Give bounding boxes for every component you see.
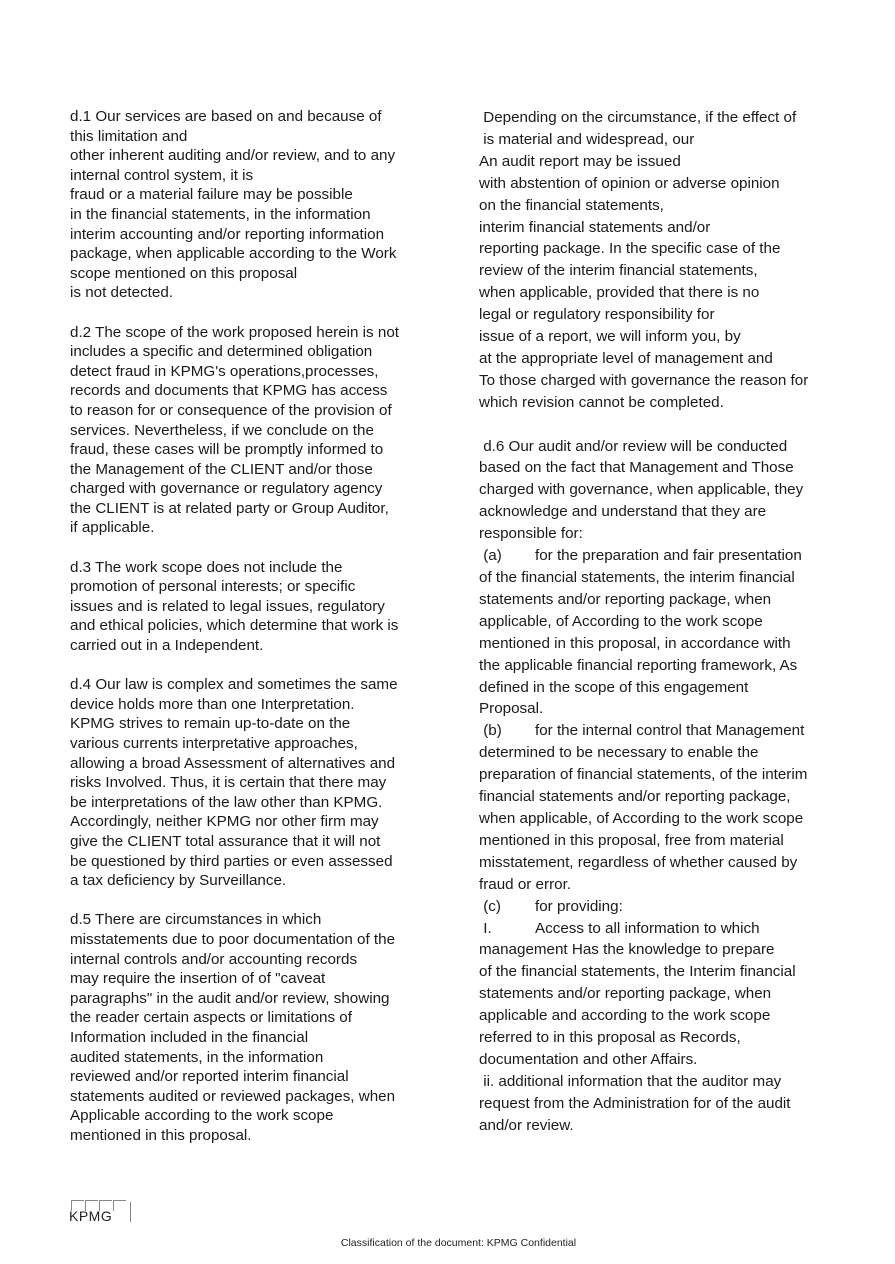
text-line: interim financial statements and/or — [479, 218, 711, 236]
item-b — [479, 720, 849, 895]
kpmg-logo — [69, 1200, 131, 1224]
text-line: and ethical policies, which determine that work is — [70, 617, 399, 635]
text-line: legal or regulatory responsibility for — [479, 306, 715, 324]
paragraph-d5 — [70, 910, 450, 1145]
text-line: and/or review. — [479, 1116, 574, 1134]
text-line: defined in the scope of this engagement — [479, 678, 749, 696]
text-line: services. Nevertheless, if we conclude on the — [70, 421, 374, 439]
item-c-marker: (c) — [479, 897, 501, 915]
text-line: statements and/or reporting package, when — [479, 590, 772, 608]
text-line: a tax deficiency by Surveillance. — [70, 872, 287, 890]
text-line: various currents interpretative approaches, — [70, 735, 358, 752]
item-i-body — [479, 939, 849, 1070]
text-line: audited statements, in the information — [70, 1048, 324, 1066]
text-line: device holds more than one Interpretation. — [70, 695, 355, 713]
text-line: on the financial statements, — [479, 196, 664, 214]
paragraph-d6-intro — [479, 436, 849, 546]
text-line: other inherent auditing and/or review, and to any — [70, 147, 396, 165]
text-line: Information included in the financial — [70, 1028, 309, 1046]
text-line: if applicable. — [70, 519, 155, 537]
text-line: acknowledge and understand that they are — [479, 503, 767, 521]
text-line: to reason for or consequence of the provision of — [70, 401, 392, 419]
item-i — [479, 918, 849, 1071]
text-line: misstatement, regardless of whether caused by — [479, 853, 798, 871]
text-line: applicable, of According to the work scope — [479, 612, 763, 630]
paragraph-d2 — [70, 323, 450, 539]
left-column — [70, 107, 450, 1145]
text-line: the Management of the CLIENT and/or those — [70, 460, 373, 478]
text-line: reviewed and/or reported interim financial — [70, 1068, 349, 1086]
text-line: which revision cannot be completed. — [479, 393, 724, 411]
text-line: paragraphs" in the audit and/or review, showing — [70, 989, 390, 1007]
text-line: d.4 Our law is complex and sometimes the same — [70, 676, 398, 694]
text-line: package, when applicable according to the Work — [70, 245, 397, 263]
text-line: the applicable financial reporting framework, As — [479, 656, 798, 674]
item-c — [479, 896, 849, 918]
text-line: applicable and according to the work scope — [479, 1007, 771, 1025]
text-line: An audit report may be issued — [479, 152, 681, 170]
item-b-marker: (b) — [479, 722, 502, 740]
text-line: determined to be necessary to enable the — [479, 744, 759, 762]
text-line: financial statements and/or reporting package, — [479, 788, 791, 806]
text-line: mentioned in this proposal, in accordance with — [479, 634, 791, 652]
text-line: the CLIENT is at related party or Group Auditor, — [70, 499, 389, 517]
text-line: this limitation and — [70, 127, 188, 145]
item-i-marker: I. — [479, 919, 492, 937]
text-line: includes a specific and determined obligation — [70, 343, 373, 361]
text-line: charged with governance, when applicable, they — [479, 481, 804, 499]
text-line: d.2 The scope of the work proposed herein is not — [70, 323, 399, 341]
paragraph-d3 — [70, 558, 450, 656]
text-line: review of the interim financial statements, — [479, 262, 758, 280]
text-line: detect fraud in KPMG's operations,processes, — [70, 362, 379, 380]
text-line: Proposal. — [479, 700, 544, 718]
text-line: Depending on the circumstance, if the effect of — [479, 109, 797, 126]
text-line: fraud, these cases will be promptly informed to — [70, 441, 384, 459]
text-line: interim accounting and/or reporting information — [70, 225, 385, 243]
item-b-first-line: for the internal control that Management — [535, 722, 805, 740]
text-line: allowing a broad Assessment of alternatives and — [70, 754, 396, 772]
text-line: mentioned in this proposal, free from material — [479, 831, 784, 849]
text-line: in the financial statements, in the information — [70, 205, 371, 223]
text-line: d.6 Our audit and/or review will be conducted — [479, 437, 788, 455]
text-line: be questioned by third parties or even assessed — [70, 852, 393, 870]
text-line: d.5 There are circumstances in which — [70, 911, 322, 929]
text-line: management Has the knowledge to prepare — [479, 941, 775, 959]
text-line: d.3 The work scope does not include the — [70, 558, 343, 576]
text-line: when applicable, provided that there is no — [479, 284, 760, 302]
text-line: records and documents that KPMG has access — [70, 382, 388, 400]
text-line: documentation and other Affairs. — [479, 1050, 698, 1068]
text-line: Accordingly, neither KPMG nor other firm may — [70, 813, 379, 831]
text-line: issues and is related to legal issues, regulatory — [70, 597, 385, 615]
text-line: preparation of financial statements, of the interim — [479, 766, 808, 784]
item-b-body — [479, 742, 849, 895]
text-line: give the CLIENT total assurance that it will not — [70, 832, 381, 850]
item-a-first-line: for the preparation and fair presentation — [535, 547, 802, 565]
text-line: at the appropriate level of management and — [479, 349, 773, 367]
text-line: misstatements due to poor documentation of the — [70, 930, 396, 948]
paragraph-d4 — [70, 675, 450, 891]
text-line: KPMG strives to remain up-to-date on the — [70, 715, 351, 733]
text-line: referred to in this proposal as Records, — [479, 1029, 741, 1047]
text-line: may require the insertion of of "caveat — [70, 970, 326, 988]
item-a-marker: (a) — [479, 547, 502, 565]
text-line: request from the Administration for of the audit — [479, 1094, 791, 1112]
text-line: issue of a report, we will inform you, by — [479, 328, 741, 346]
text-line: when applicable, of According to the work scope — [479, 809, 804, 827]
paragraph-d1 — [70, 107, 450, 303]
text-line: fraud or error. — [479, 875, 572, 893]
text-line: promotion of personal interests; or specific — [70, 578, 356, 596]
text-line: carried out in a Independent. — [70, 637, 264, 655]
item-a — [479, 545, 849, 720]
text-line: statements and/or reporting package, when — [479, 985, 772, 1003]
text-line: statements audited or reviewed packages, when — [70, 1087, 396, 1105]
text-line: mentioned in this proposal. — [70, 1126, 252, 1144]
text-line: risks Involved. Thus, it is certain that there may — [70, 774, 387, 792]
item-i-first-line: Access to all information to which — [535, 919, 760, 937]
text-line: fraud or a material failure may be possible — [70, 186, 353, 204]
text-line: internal control system, it is — [70, 166, 254, 184]
text-line: reporting package. In the specific case of the — [479, 240, 781, 258]
text-line: of the financial statements, the interim financial — [479, 569, 795, 587]
text-line: is not detected. — [70, 284, 174, 302]
text-line: the reader certain aspects or limitations of — [70, 1009, 352, 1027]
text-line: To those charged with governance the reason for — [479, 371, 809, 389]
paragraph-d5-continuation — [479, 107, 849, 414]
text-line: of the financial statements, the Interim financial — [479, 963, 796, 981]
text-line: be interpretations of the law other than KPMG. — [70, 793, 383, 811]
item-ii — [479, 1071, 849, 1137]
text-line: based on the fact that Management and Those — [479, 459, 794, 477]
text-line: with abstention of opinion or adverse opinion — [479, 174, 780, 192]
text-line: is material and widespread, our — [479, 130, 695, 148]
text-line: internal controls and/or accounting records — [70, 950, 358, 968]
text-line: responsible for: — [479, 525, 583, 543]
document-classification-footer: Classification of the document: KPMG Confidential — [340, 1237, 577, 1249]
text-line: charged with governance or regulatory agency — [70, 480, 383, 498]
text-line: ii. additional information that the auditor may — [479, 1072, 782, 1090]
text-line: Applicable according to the work scope — [70, 1107, 334, 1125]
item-a-body — [479, 567, 849, 720]
text-line: scope mentioned on this proposal — [70, 264, 298, 282]
kpmg-logo-text: KPMG — [69, 1208, 113, 1224]
right-column — [479, 107, 849, 1137]
item-c-first-line: for providing: — [535, 897, 623, 915]
text-line: d.1 Our services are based on and because of — [70, 108, 382, 125]
